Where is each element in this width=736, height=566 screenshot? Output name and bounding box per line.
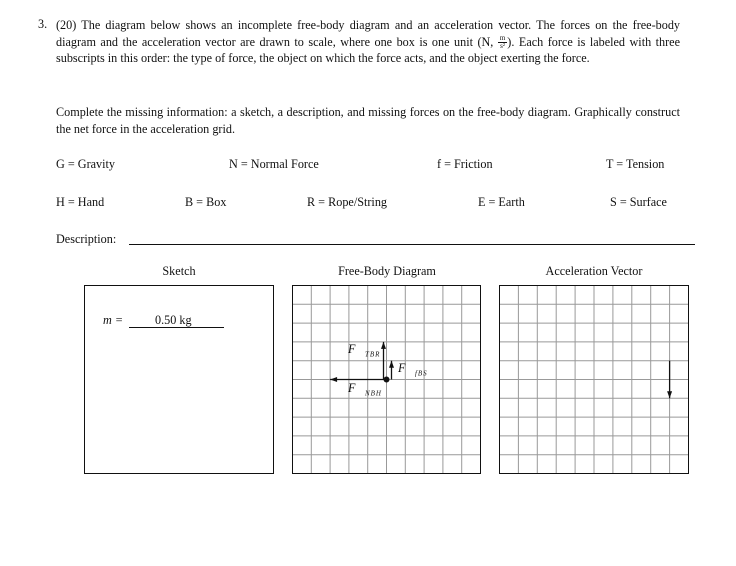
mass-value: 0.50 kg — [155, 313, 192, 327]
intro-line1: The diagram below shows an incomplete free-body diagram and an acceleration vector. The forces on — [81, 18, 608, 32]
fbd-grid[interactable] — [292, 285, 481, 474]
legend-earth: E = Earth — [478, 195, 525, 209]
legend-surface: S = Surface — [610, 195, 667, 209]
legend-gravity: G = Gravity — [56, 157, 115, 171]
unit-fraction: $\frac{m}{\text{s²}}$ — [499, 34, 506, 51]
acceleration-vector-head — [667, 391, 672, 398]
tension-vector-head — [381, 342, 386, 349]
legend-box: B = Box — [185, 195, 227, 209]
question-intro — [56, 17, 680, 67]
force-label-normal: $F⃗_{NBH}$ — [348, 381, 382, 398]
unit-close: ). — [507, 34, 515, 49]
normal-vector-head — [330, 377, 337, 382]
description-input[interactable] — [129, 244, 695, 245]
intro-line3: Each force is labeled with three subscripts in this order: the type of force, the object on which the force acts, and the object exerting the force. — [56, 34, 681, 66]
question-number: 3. — [38, 17, 48, 31]
force-label-friction: $F⃗_{fBS}$ — [398, 361, 428, 378]
legend-rope: R = Rope/String — [307, 195, 388, 209]
sketch-area[interactable] — [84, 285, 274, 474]
fbd-title: Free-Body Diagram — [338, 264, 436, 278]
intro-line2: the free-body diagram and the acceleration vector are drawn to scale, where one box is one unit (N, — [56, 18, 681, 49]
legend-friction: f = Friction — [437, 157, 493, 171]
description-label: Description: — [56, 232, 117, 246]
mass-underline — [129, 327, 224, 328]
friction-vector-head — [389, 361, 394, 368]
accel-title: Acceleration Vector — [545, 264, 643, 278]
legend-normal: N = Normal Force — [229, 157, 319, 171]
object-dot — [384, 377, 390, 383]
accel-grid[interactable] — [499, 285, 689, 474]
force-label-tension: $F⃗_{TBR}$ — [348, 342, 381, 359]
legend-tension: T = Tension — [606, 157, 665, 171]
mass-label: m = — [103, 313, 124, 327]
points: (20) — [56, 18, 77, 32]
legend-hand: H = Hand — [56, 195, 105, 209]
sketch-title: Sketch — [162, 264, 196, 278]
instructions: Complete the missing information: a sketch, a description, and missing forces on the free-body diagram. Graphically construct the net force in the acceleration grid. — [56, 105, 680, 136]
